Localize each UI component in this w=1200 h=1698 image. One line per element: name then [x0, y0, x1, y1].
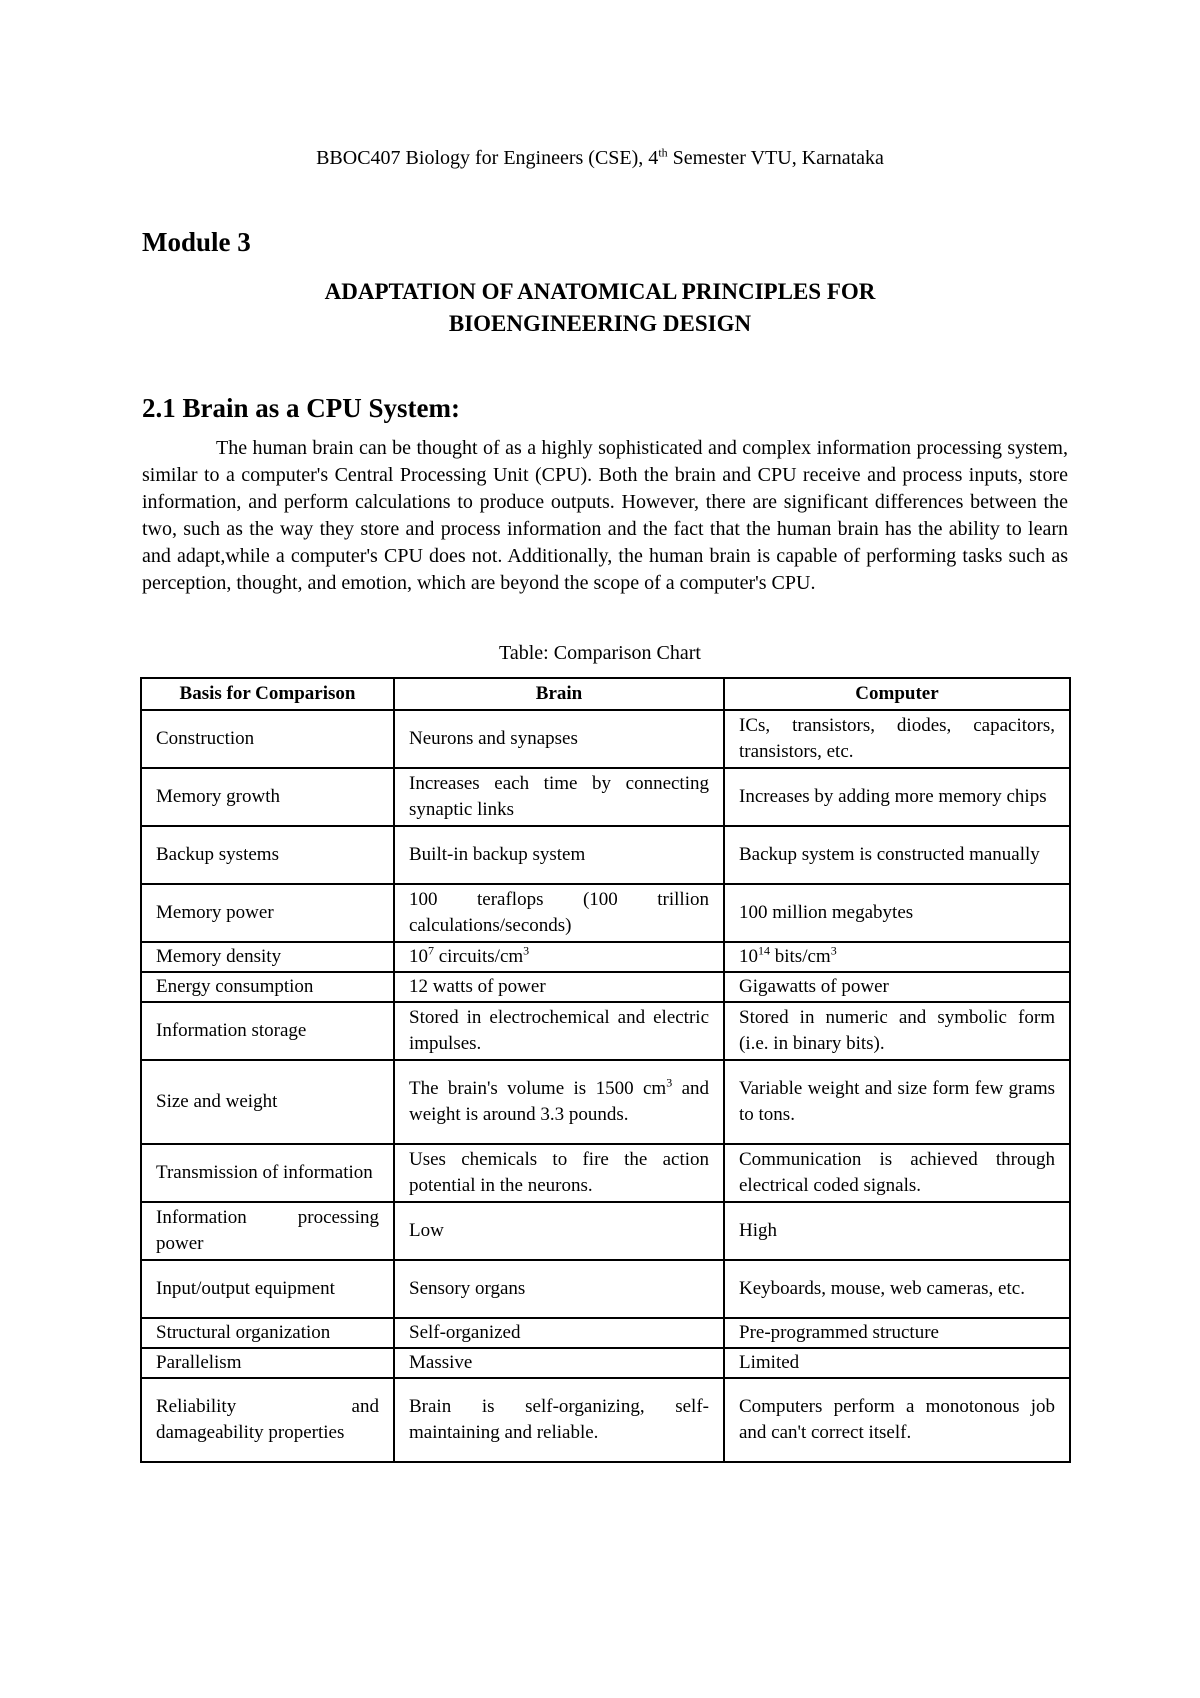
header-brain: Brain — [394, 678, 724, 710]
cell-basis: Reliability and damageability properties — [141, 1378, 394, 1462]
cell-brain — [394, 942, 724, 972]
cell-brain: Self-organized — [394, 1318, 724, 1348]
cell-computer: Computers perform a monotonous job and can't correct itself. — [724, 1378, 1070, 1462]
table-row — [141, 942, 1070, 972]
computer-density-unit-exponent: 3 — [830, 943, 837, 958]
brain-density-base: 10 — [409, 946, 428, 967]
cell-brain: Brain is self-organizing, self-maintaining and reliable. — [394, 1378, 724, 1462]
cell-brain: Built-in backup system — [394, 826, 724, 884]
header-basis: Basis for Comparison — [141, 678, 394, 710]
table-row — [141, 884, 1070, 942]
brain-density-unit: circuits/cm — [434, 946, 524, 967]
cell-computer: Communication is achieved through electrical coded signals. — [724, 1144, 1070, 1202]
cell-basis: Backup systems — [141, 826, 394, 884]
cell-computer: Gigawatts of power — [724, 972, 1070, 1002]
comparison-table — [140, 677, 1071, 1463]
cell-brain: Neurons and synapses — [394, 710, 724, 768]
header-superscript: th — [658, 145, 668, 160]
brain-volume-exponent: 3 — [666, 1075, 673, 1090]
table-header-row — [141, 678, 1070, 710]
computer-density-exponent: 14 — [758, 943, 770, 958]
cell-computer: Keyboards, mouse, web cameras, etc. — [724, 1260, 1070, 1318]
main-title-line-1: ADAPTATION OF ANATOMICAL PRINCIPLES FOR — [324, 279, 876, 304]
cell-basis: Input/output equipment — [141, 1260, 394, 1318]
brain-density-exponent: 7 — [428, 943, 434, 958]
section-title: 2.1 Brain as a CPU System: — [142, 393, 460, 423]
table-row — [141, 826, 1070, 884]
cell-basis: Energy consumption — [141, 972, 394, 1002]
cell-computer: High — [724, 1202, 1070, 1260]
table-row — [141, 972, 1070, 1002]
main-title-line-2: BIOENGINEERING DESIGN — [448, 311, 752, 336]
header-computer: Computer — [724, 678, 1070, 710]
cell-brain: Sensory organs — [394, 1260, 724, 1318]
table-row — [141, 1318, 1070, 1348]
table-row — [141, 1060, 1070, 1144]
running-header — [0, 146, 1200, 170]
cell-brain: Increases each time by connecting synaptic links — [394, 768, 724, 826]
cell-brain: Uses chemicals to fire the action potential in the neurons. — [394, 1144, 724, 1202]
header-suffix: Semester VTU, Karnataka — [667, 147, 884, 169]
cell-computer — [724, 942, 1070, 972]
brain-density-unit-exponent: 3 — [523, 943, 530, 958]
table-row — [141, 1348, 1070, 1378]
cell-computer: Backup system is constructed manually — [724, 826, 1070, 884]
cell-computer: Pre-programmed structure — [724, 1318, 1070, 1348]
brain-weight-text: and weight is around 3.3 pounds. — [409, 1078, 710, 1125]
table-row — [141, 768, 1070, 826]
cell-basis: Memory power — [141, 884, 394, 942]
cell-computer: Limited — [724, 1348, 1070, 1378]
cell-brain: Massive — [394, 1348, 724, 1378]
computer-density-base: 10 — [739, 946, 758, 967]
table-row — [141, 1202, 1070, 1260]
cell-brain: Stored in electrochemical and electric impulses. — [394, 1002, 724, 1060]
cell-basis: Transmission of information — [141, 1144, 394, 1202]
cell-brain: 100 teraflops (100 trillion calculations/seconds) — [394, 884, 724, 942]
brain-volume-text: The brain's volume is 1500 cm — [409, 1078, 667, 1099]
main-title — [0, 276, 1200, 340]
table-row — [141, 710, 1070, 768]
table-caption: Table: Comparison Chart — [499, 642, 701, 664]
cell-basis: Memory density — [141, 942, 394, 972]
table-row — [141, 1378, 1070, 1462]
header-prefix: BBOC407 Biology for Engineers (CSE), 4 — [316, 147, 659, 169]
computer-density-unit: bits/cm — [770, 946, 831, 967]
cell-computer: ICs, transistors, diodes, capacitors, transistors, etc. — [724, 710, 1070, 768]
cell-basis: Information processing power — [141, 1202, 394, 1260]
module-title: Module 3 — [142, 227, 251, 257]
cell-basis: Size and weight — [141, 1060, 394, 1144]
cell-basis: Memory growth — [141, 768, 394, 826]
cell-brain: Low — [394, 1202, 724, 1260]
cell-computer: Variable weight and size form few grams to tons. — [724, 1060, 1070, 1144]
intro-paragraph: The human brain can be thought of as a highly sophisticated and complex information processing system, similar to a computer's Central Processing Unit (CPU). Both the brain and CPU receive and process inputs, store information, and perform calculations to produce outputs. However, there are significant differences between the two, such as the way they store and process information and the fact that the human brain has the ability to learn and adapt,while a computer's CPU does not. Additionally, the human brain is capable of performing tasks such as perception, thought, and emotion, which are beyond the scope of a computer's CPU. — [142, 437, 1068, 594]
cell-computer: Increases by adding more memory chips — [724, 768, 1070, 826]
cell-basis: Parallelism — [141, 1348, 394, 1378]
cell-brain: 12 watts of power — [394, 972, 724, 1002]
table-row — [141, 1260, 1070, 1318]
cell-basis: Structural organization — [141, 1318, 394, 1348]
cell-basis: Information storage — [141, 1002, 394, 1060]
table-row — [141, 1144, 1070, 1202]
table-row — [141, 1002, 1070, 1060]
cell-basis: Construction — [141, 710, 394, 768]
cell-computer: 100 million megabytes — [724, 884, 1070, 942]
cell-computer: Stored in numeric and symbolic form (i.e. in binary bits). — [724, 1002, 1070, 1060]
cell-brain — [394, 1060, 724, 1144]
